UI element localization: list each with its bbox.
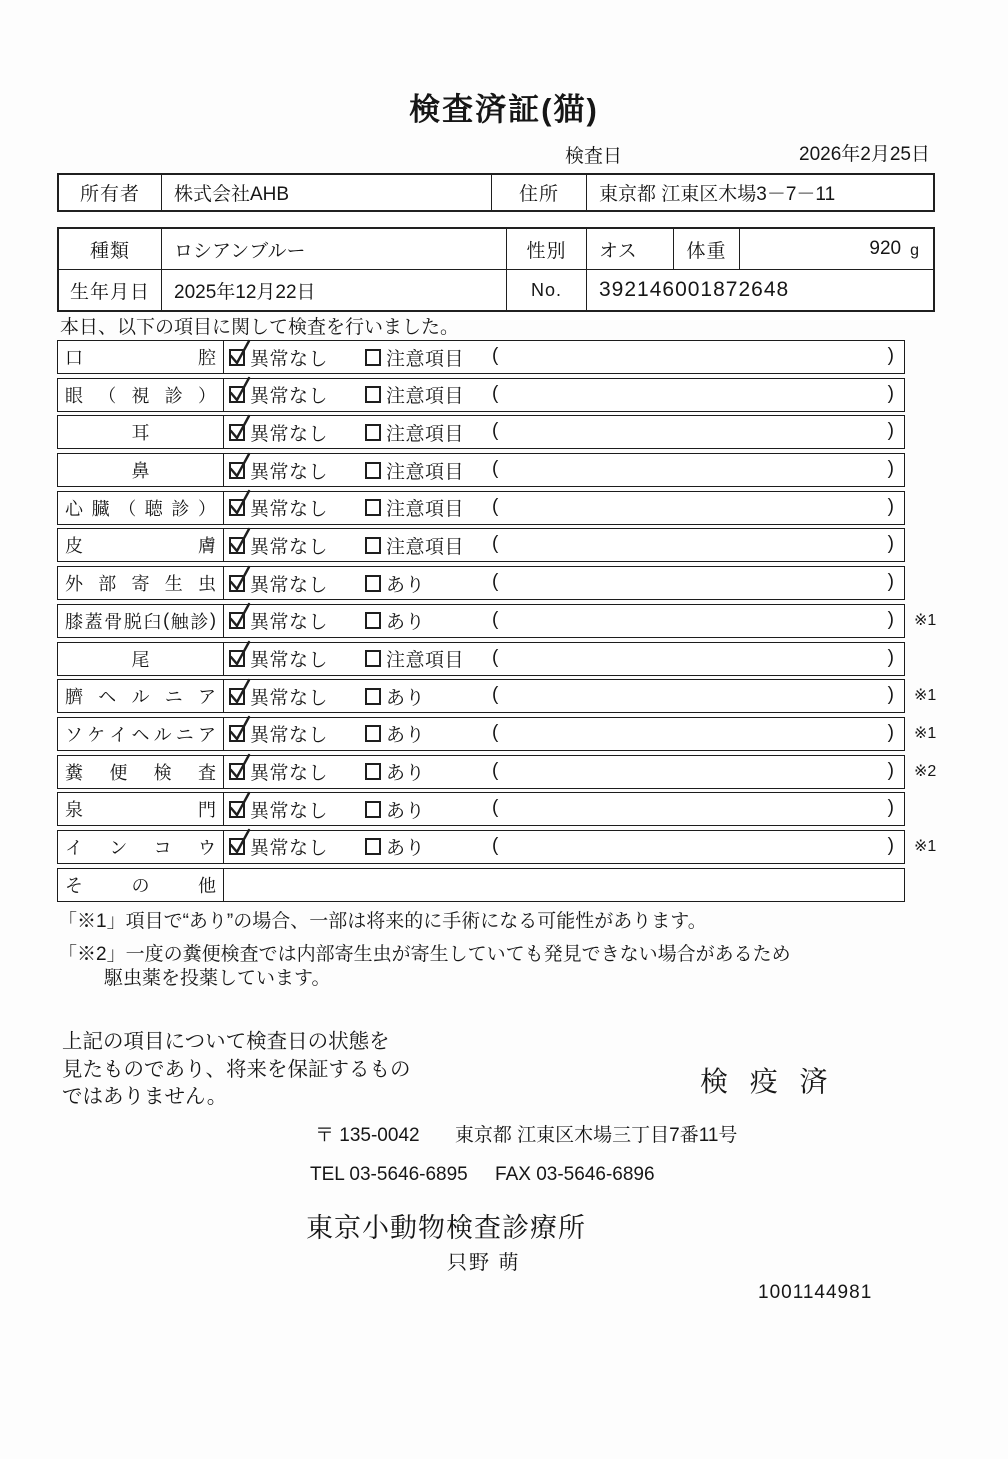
option-no-abnormality [229,605,328,637]
inspection-row-body [224,756,904,788]
option-no-abnormality-label: 異常なし [250,574,329,596]
inspection-row-body [224,718,904,750]
animal-table [57,227,935,312]
option-attention [365,567,425,599]
checked-checkbox-icon [229,386,245,403]
serial-number: 1001144981 [758,1282,873,1303]
remark-paren-close: ) [887,646,894,668]
sex-label: 性別 [507,229,587,269]
breed-label: 種類 [59,229,162,269]
inspection-row-body [224,869,904,901]
inspection-row-body [224,492,904,524]
option-attention-label: 注意項目 [386,386,465,408]
option-no-abnormality-label: 異常なし [250,838,329,860]
checked-checkbox-icon [229,349,245,366]
checked-checkbox-icon [229,462,245,479]
remark-paren-close: ) [887,797,894,819]
footnote-2-line2: 駆虫薬を投薬しています。 [104,968,331,989]
remark-paren-open: ( [492,458,499,480]
option-no-abnormality-label: 異常なし [250,348,329,370]
inspection-row-body [224,605,904,637]
checked-checkbox-icon [229,763,245,780]
inspection-row [57,642,905,676]
remark-paren-open: ( [492,759,499,781]
unchecked-checkbox-icon [365,499,381,516]
inspection-item-label: 泉 門 [58,793,224,825]
option-attention [365,756,425,788]
option-attention [365,831,425,863]
footnotes [58,910,791,991]
postal-code: 〒 135-0042 [315,1125,420,1146]
remark-paren-close: ) [887,684,894,706]
option-attention-label: あり [386,612,426,634]
remark-paren-open: ( [492,533,499,555]
weight-label: 体重 [674,229,740,269]
unchecked-checkbox-icon [365,612,381,629]
option-attention-label: 注意項目 [386,650,465,671]
inspection-row-body [224,680,904,712]
fax-number: 03-5646-6896 [536,1164,655,1185]
unchecked-checkbox-icon [365,763,381,780]
remark-paren-open: ( [492,345,499,366]
remark-paren-close: ) [887,533,894,555]
exam-date-label: 検査日 [565,146,623,167]
sex-value: オス [587,229,674,269]
remark-paren-open: ( [492,834,499,856]
option-no-abnormality-label: 異常なし [250,687,329,709]
remark-paren-close: ) [887,382,894,404]
option-no-abnormality-label: 異常なし [250,800,329,822]
option-no-abnormality [229,454,328,486]
remark-paren-close: ) [887,345,894,366]
option-no-abnormality [229,831,328,863]
remark-paren-open: ( [492,495,499,517]
clinic-postal-address [315,1120,737,1147]
option-attention [365,605,425,637]
inspection-row [57,415,905,449]
remark-paren-close: ) [887,608,894,630]
inspection-row-body [224,379,904,411]
option-attention-label: あり [386,838,426,860]
checked-checkbox-icon [229,801,245,818]
inspection-row [57,566,905,600]
remark-paren-close: ) [887,420,894,442]
unchecked-checkbox-icon [365,349,381,366]
inspection-row-body [224,567,904,599]
disclaimer-line2: 見たものであり、将来を保証するもの [62,1057,411,1081]
inspection-item-label: 外 部 寄 生 虫 [58,567,224,599]
disclaimer-text [62,1028,411,1111]
option-attention [365,492,464,524]
inspection-item-label: 尾 [58,643,224,675]
inspection-item-label: 鼻 [58,454,224,486]
inspection-row-body [224,793,904,825]
unchecked-checkbox-icon [365,537,381,554]
remark-paren-close: ) [887,834,894,856]
address-label: 住所 [492,175,587,210]
disclaimer-line3: ではありません。 [62,1085,228,1108]
remark-paren-open: ( [492,797,499,819]
inspection-item-label: 心 臓 （ 聴 診 ） [58,492,224,524]
option-no-abnormality [229,416,328,448]
inspection-row-body [224,341,904,373]
inspection-item-label: そ の 他 [58,869,224,901]
option-no-abnormality-label: 異常なし [250,725,329,747]
option-no-abnormality-label: 異常なし [250,461,329,483]
inspection-item-label: 臍 ヘ ル ニ ア [58,680,224,712]
breed-value: ロシアンブルー [162,229,507,269]
option-attention [365,643,464,675]
birthdate-value: 2025年12月22日 [162,270,507,310]
remark-paren-open: ( [492,382,499,404]
unchecked-checkbox-icon [365,424,381,441]
option-no-abnormality-label: 異常なし [250,612,329,634]
checked-checkbox-icon [229,725,245,742]
option-no-abnormality [229,718,328,750]
disclaimer-line1: 上記の項目について検査日の状態を [62,1030,390,1053]
inspection-row [57,868,905,902]
remark-paren-close: ) [887,495,894,517]
owner-value: 株式会社AHB [162,175,492,210]
unchecked-checkbox-icon [365,462,381,479]
checked-checkbox-icon [229,424,245,441]
checked-checkbox-icon [229,688,245,705]
clinic-address: 東京都 江東区木場三丁目7番11号 [454,1125,738,1146]
remark-paren-open: ( [492,608,499,630]
inspection-item-label: イ ン コ ウ [58,831,224,863]
inspection-row-body [224,529,904,561]
option-attention [365,341,464,373]
unchecked-checkbox-icon [365,575,381,592]
checked-checkbox-icon [229,499,245,516]
unchecked-checkbox-icon [365,838,381,855]
checked-checkbox-icon [229,612,245,629]
weight-unit: g [910,242,919,259]
option-attention [365,529,464,561]
number-value: 392146001872648 [599,278,790,301]
inspection-row-body [224,831,904,863]
inspection-item-label: ソ ケ イ ヘ ル ニ ア [58,718,224,750]
option-no-abnormality [229,756,328,788]
inspection-item-label: 耳 [58,416,224,448]
fax-label: FAX [495,1164,531,1185]
veterinarian-name: 只野 萌 [447,1252,521,1274]
inspection-row-body [224,454,904,486]
address-value: 東京都 江東区木場3－7－11 [599,184,836,205]
exam-date-value: 2026年2月25日 [799,144,930,165]
remark-paren-open: ( [492,684,499,706]
birthdate-label: 生年月日 [59,270,162,310]
unchecked-checkbox-icon [365,801,381,818]
remark-paren-close: ) [887,458,894,480]
option-attention-label: 注意項目 [386,348,465,370]
inspection-item-label: 眼 （ 視 診 ） [58,379,224,411]
remark-paren-open: ( [492,571,499,593]
option-no-abnormality-label: 異常なし [250,763,329,785]
option-no-abnormality [229,567,328,599]
option-attention [365,680,425,712]
option-no-abnormality [229,643,328,675]
inspection-row [57,717,937,751]
unchecked-checkbox-icon [365,650,381,667]
unchecked-checkbox-icon [365,386,381,403]
option-attention-label: 注意項目 [386,536,465,558]
inspection-item-label: 糞 便 検 査 [58,756,224,788]
inspection-row-body [224,643,904,675]
option-no-abnormality [229,492,328,524]
reference-mark: ※1 [914,687,937,705]
clinic-name: 東京小動物検査診療所 [306,1213,586,1243]
inspection-row [57,378,905,412]
reference-mark: ※1 [914,611,937,629]
remark-paren-close: ) [887,571,894,593]
option-no-abnormality-label: 異常なし [250,650,329,671]
inspection-row [57,340,905,374]
option-attention-label: 注意項目 [386,499,465,521]
inspection-row [57,604,937,638]
option-attention [365,454,464,486]
option-attention-label: あり [386,687,426,709]
remark-paren-close: ) [887,759,894,781]
checked-checkbox-icon [229,650,245,667]
option-attention-label: あり [386,763,426,785]
weight-value [740,229,933,269]
option-attention [365,718,425,750]
footnote-2-line1: 「※2」一度の糞便検査では内部寄生虫が寄生していても発見できない場合があるため [58,944,791,965]
checked-checkbox-icon [229,575,245,592]
option-no-abnormality-label: 異常なし [250,536,329,558]
remark-paren-open: ( [492,721,499,743]
reference-mark: ※1 [914,724,937,742]
option-no-abnormality [229,379,328,411]
tel-number: 03-5646-6895 [349,1164,468,1185]
reference-mark: ※1 [914,837,937,855]
clinic-phone-line [310,1164,655,1186]
unchecked-checkbox-icon [365,688,381,705]
option-attention-label: 注意項目 [386,423,465,445]
option-attention-label: あり [386,725,426,747]
number-label: No. [507,270,587,310]
inspection-item-label: 膝 蓋 骨 脱 臼 ( 触 診 ) [58,605,224,637]
page-title: 検査済証(猫) [409,92,599,127]
inspection-row [57,453,905,487]
inspection-row [57,528,905,562]
option-no-abnormality [229,529,328,561]
inspection-item-label: 皮 膚 [58,529,224,561]
inspection-row [57,679,937,713]
option-attention [365,416,464,448]
option-no-abnormality-label: 異常なし [250,386,329,408]
quarantine-passed-stamp: 検 疫 済 [700,1066,835,1097]
inspection-row-body [224,416,904,448]
option-no-abnormality [229,793,328,825]
owner-table [57,173,935,212]
remark-paren-open: ( [492,646,499,668]
inspection-item-label: 口 腔 [58,341,224,373]
intro-text: 本日、以下の項目に関して検査を行いました。 [60,317,460,338]
option-attention-label: 注意項目 [386,461,465,483]
inspection-row [57,792,905,826]
option-no-abnormality-label: 異常なし [250,423,329,445]
checked-checkbox-icon [229,838,245,855]
tel-label: TEL [310,1164,345,1185]
unchecked-checkbox-icon [365,725,381,742]
weight-number: 920 [869,238,902,259]
inspection-row [57,491,905,525]
inspection-table [57,340,957,905]
option-attention-label: あり [386,800,426,822]
option-no-abnormality [229,341,328,373]
option-no-abnormality [229,680,328,712]
owner-label: 所有者 [59,175,162,210]
footnote-1: 「※1」項目で“あり”の場合、一部は将来的に手術になる可能性があります。 [58,911,707,932]
remark-paren-open: ( [492,420,499,442]
option-no-abnormality-label: 異常なし [250,499,329,521]
remark-paren-close: ) [887,721,894,743]
inspection-row [57,830,937,864]
reference-mark: ※2 [914,762,937,780]
option-attention [365,793,425,825]
inspection-row [57,755,937,789]
option-attention-label: あり [386,574,426,596]
checked-checkbox-icon [229,537,245,554]
option-attention [365,379,464,411]
